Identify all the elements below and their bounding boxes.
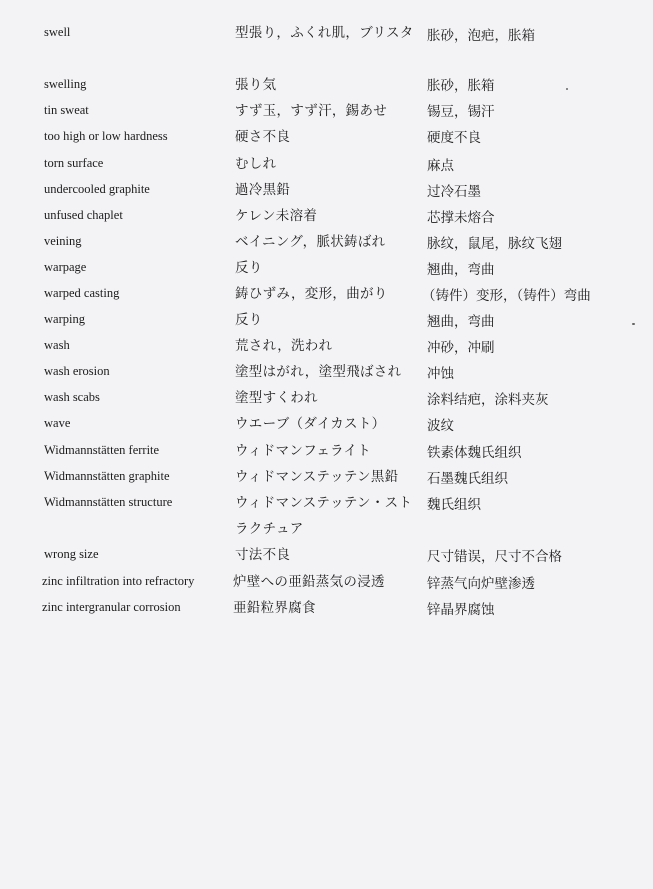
english-term: undercooled graphite: [44, 182, 150, 196]
japanese-term: 炉壁への亜鉛蒸気の浸透: [233, 574, 385, 590]
chinese-term: 翘曲，弯曲: [427, 314, 495, 330]
chinese-term: 铁素体魏氏组织: [427, 445, 522, 461]
japanese-term: むしれ: [235, 156, 277, 172]
japanese-term: 寸法不良: [235, 547, 291, 563]
english-term: wash: [44, 338, 70, 352]
japanese-term: 塗型はがれ，塗型飛ばされ: [235, 364, 402, 380]
japanese-term: 硬さ不良: [235, 129, 291, 145]
english-term: wash erosion: [44, 364, 110, 378]
english-term: Widmannstätten graphite: [44, 469, 170, 483]
english-term: wash scabs: [44, 390, 100, 404]
chinese-term: 尺寸错误，尺寸不合格: [427, 549, 562, 565]
scan-speck: [632, 323, 635, 325]
japanese-term: ベイニング，脈状鋳ばれ: [235, 234, 386, 250]
chinese-term: 脉纹，鼠尾，脉纹飞翅: [427, 236, 562, 252]
chinese-term: 涂料结疤，涂料夹灰: [427, 392, 549, 408]
english-term: torn surface: [44, 156, 104, 170]
chinese-term: 魏氏组织: [427, 497, 481, 513]
english-term: zinc infiltration into refractory: [42, 574, 195, 588]
english-term: swelling: [44, 77, 87, 91]
japanese-term: 反り: [235, 312, 263, 328]
japanese-term: ウィドマンステッテン・ストラクチュア: [235, 495, 413, 537]
english-term: Widmannstätten structure: [44, 495, 173, 509]
japanese-term: すず玉，すず汗，錫あせ: [235, 103, 388, 119]
english-term: veining: [44, 234, 82, 248]
english-term: wrong size: [44, 547, 99, 561]
chinese-term: 冲砂，冲刷: [427, 340, 495, 356]
english-term: tin sweat: [44, 103, 89, 117]
english-term: swell: [44, 25, 71, 39]
english-term: too high or low hardness: [44, 129, 168, 143]
chinese-term: 麻点: [427, 158, 454, 174]
english-term: warped casting: [44, 286, 120, 300]
chinese-term: 过冷石墨: [427, 184, 481, 200]
chinese-term: 胀砂，泡疤，胀箱: [427, 28, 535, 44]
chinese-term: 波纹: [427, 418, 454, 434]
japanese-term: 反り: [235, 260, 263, 276]
japanese-term: ウィドマンフェライト: [235, 443, 372, 459]
japanese-term: 張り気: [235, 77, 277, 93]
chinese-term: 锡豆，锡汗: [427, 104, 495, 120]
chinese-term: 硬度不良: [427, 130, 481, 146]
english-term: unfused chaplet: [44, 208, 123, 222]
chinese-term: 胀砂，胀箱: [427, 78, 495, 94]
japanese-term: 亜鉛粒界腐食: [233, 600, 316, 616]
chinese-term: 锌蒸气向炉壁渗透: [427, 576, 535, 592]
chinese-term: 冲蚀: [427, 366, 454, 382]
chinese-term: 芯撑未熔合: [427, 210, 495, 226]
chinese-term: 石墨魏氏组织: [427, 471, 508, 487]
japanese-term: ウエーブ（ダイカスト）: [235, 416, 386, 432]
japanese-term: 塗型すくわれ: [235, 390, 318, 406]
chinese-term: 翘曲，弯曲: [427, 262, 495, 278]
english-term: warpage: [44, 260, 87, 274]
japanese-term: 荒され，洗われ: [235, 338, 333, 354]
japanese-term: ウィドマンステッテン黒鉛: [235, 469, 399, 485]
chinese-term: 锌晶界腐蚀: [427, 602, 495, 618]
english-term: zinc intergranular corrosion: [42, 600, 181, 614]
english-term: warping: [44, 312, 85, 326]
scan-speck: [566, 88, 568, 90]
english-term: Widmannstätten ferrite: [44, 443, 160, 457]
chinese-term: （铸件）变形，（铸件）弯曲: [422, 288, 591, 304]
japanese-term: ケレン未溶着: [235, 208, 318, 224]
japanese-term: 鋳ひずみ，変形，曲がり: [235, 286, 388, 302]
japanese-term: 過冷黒鉛: [235, 182, 291, 198]
japanese-term: 型張り，ふくれ肌，ブリスタ: [235, 25, 414, 41]
english-term: wave: [44, 416, 71, 430]
